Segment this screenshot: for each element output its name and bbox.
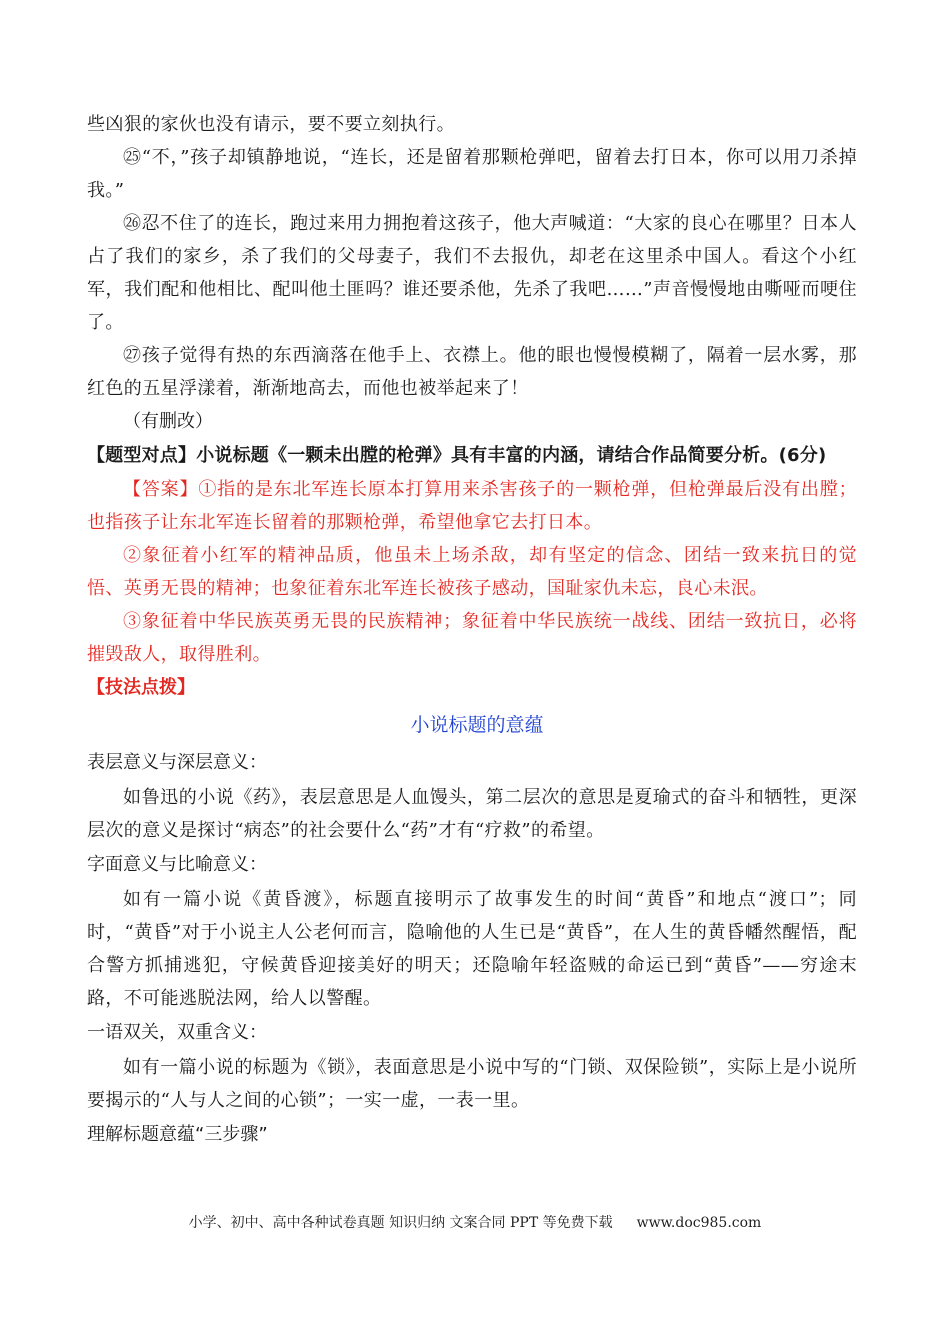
subhead-three-steps: 理解标题意蕴“三步骤” xyxy=(87,1124,268,1145)
story-paragraph-continued: 些凶狠的家伙也没有请示，要不要立刻执行。 xyxy=(87,114,455,135)
body-surface-deep: 如鲁迅的小说《药》，表层意思是人血馒头，第二层次的意思是夏瑜式的奋斗和牺牲，更深层次的意义是探讨“病态”的社会要什么“药”才有“疗救”的希望。 xyxy=(87,787,857,841)
story-paragraph-26: ㉖忍不住了的连长，跑过来用力拥抱着这孩子，他大声喊道：“大家的良心在哪里？日本人占了我们的家乡，杀了我们的父母妻子，我们不去报仇，却老在这里杀中国人。看这个小红军，我们配和他相比、配叫他土匪吗？谁还要杀他，先杀了我吧……”声音慢慢地由嘶哑而哽住了。 xyxy=(87,213,857,333)
tips-tag: 【技法点拨】 xyxy=(87,677,195,698)
subhead-double-meaning: 一语双关，双重含义： xyxy=(87,1022,267,1043)
body-literal-metaphor: 如有一篇小说《黄昏渡》，标题直接明示了故事发生的时间“黄昏”和地点“渡口”；同时，“黄昏”对于小说主人公老何而言，隐喻他的人生已是“黄昏”，在人生的黄昏幡然醒悟，配合警方抓捕逃犯，守候黄昏迎接美好的明天；还隐喻年轻盗贼的命运已到“黄昏”——穷途末路，不可能逃脱法网，给人以警醒。 xyxy=(87,889,857,1009)
answer-item-3: ③象征着中华民族英勇无畏的民族精神；象征着中华民族统一战线、团结一致抗日，必将摧毁敌人，取得胜利。 xyxy=(87,611,857,665)
answer-text-1: ①指的是东北军连长原本打算用来杀害孩子的一颗枪弹，但枪弹最后没有出膛；也指孩子让东北军连长留着的那颗枪弹，希望他拿它去打日本。 xyxy=(87,479,857,533)
answer-item-2: ②象征着小红军的精神品质，他虽未上场杀敌，却有坚定的信念、团结一致来抗日的觉悟、英勇无畏的精神；也象征着东北军连长被孩子感动，国耻家仇未忘，良心未泯。 xyxy=(87,545,857,599)
footer-text: 小学、初中、高中各种试卷真题 知识归纳 文案合同 PPT 等免费下载 xyxy=(188,1215,613,1231)
question-line xyxy=(87,439,857,473)
subhead-surface-deep: 表层意义与深层意义： xyxy=(87,752,267,773)
revision-note: （有删改） xyxy=(123,411,213,432)
question-tag: 【题型对点】 xyxy=(87,445,197,466)
body-double-meaning: 如有一篇小说的标题为《锁》，表面意思是小说中写的“门锁、双保险锁”，实际上是小说所要揭示的“人与人之间的心锁”；一实一虚，一表一里。 xyxy=(87,1057,857,1111)
answer-item-1 xyxy=(87,473,857,539)
subhead-literal-metaphor: 字面意义与比喻意义： xyxy=(87,854,267,875)
footer-url[interactable]: www.doc985.com xyxy=(636,1215,762,1231)
answer-tag: 【答案】 xyxy=(123,479,199,500)
page-footer xyxy=(0,1212,950,1232)
question-text: 小说标题《一颗未出膛的枪弹》具有丰富的内涵，请结合作品简要分析。(6分) xyxy=(196,445,827,466)
page-content xyxy=(87,108,857,1153)
story-paragraph-27: ㉗孩子觉得有热的东西滴落在他手上、衣襟上。他的眼也慢慢模糊了，隔着一层水雾，那红色的五星浮漾着，渐渐地高去，而他也被举起来了！ xyxy=(87,345,857,399)
section-title: 小说标题的意蕴 xyxy=(410,714,544,736)
story-paragraph-25: ㉕“不，”孩子却镇静地说，“连长，还是留着那颗枪弹吧，留着去打日本，你可以用刀杀掉我。” xyxy=(87,147,857,201)
